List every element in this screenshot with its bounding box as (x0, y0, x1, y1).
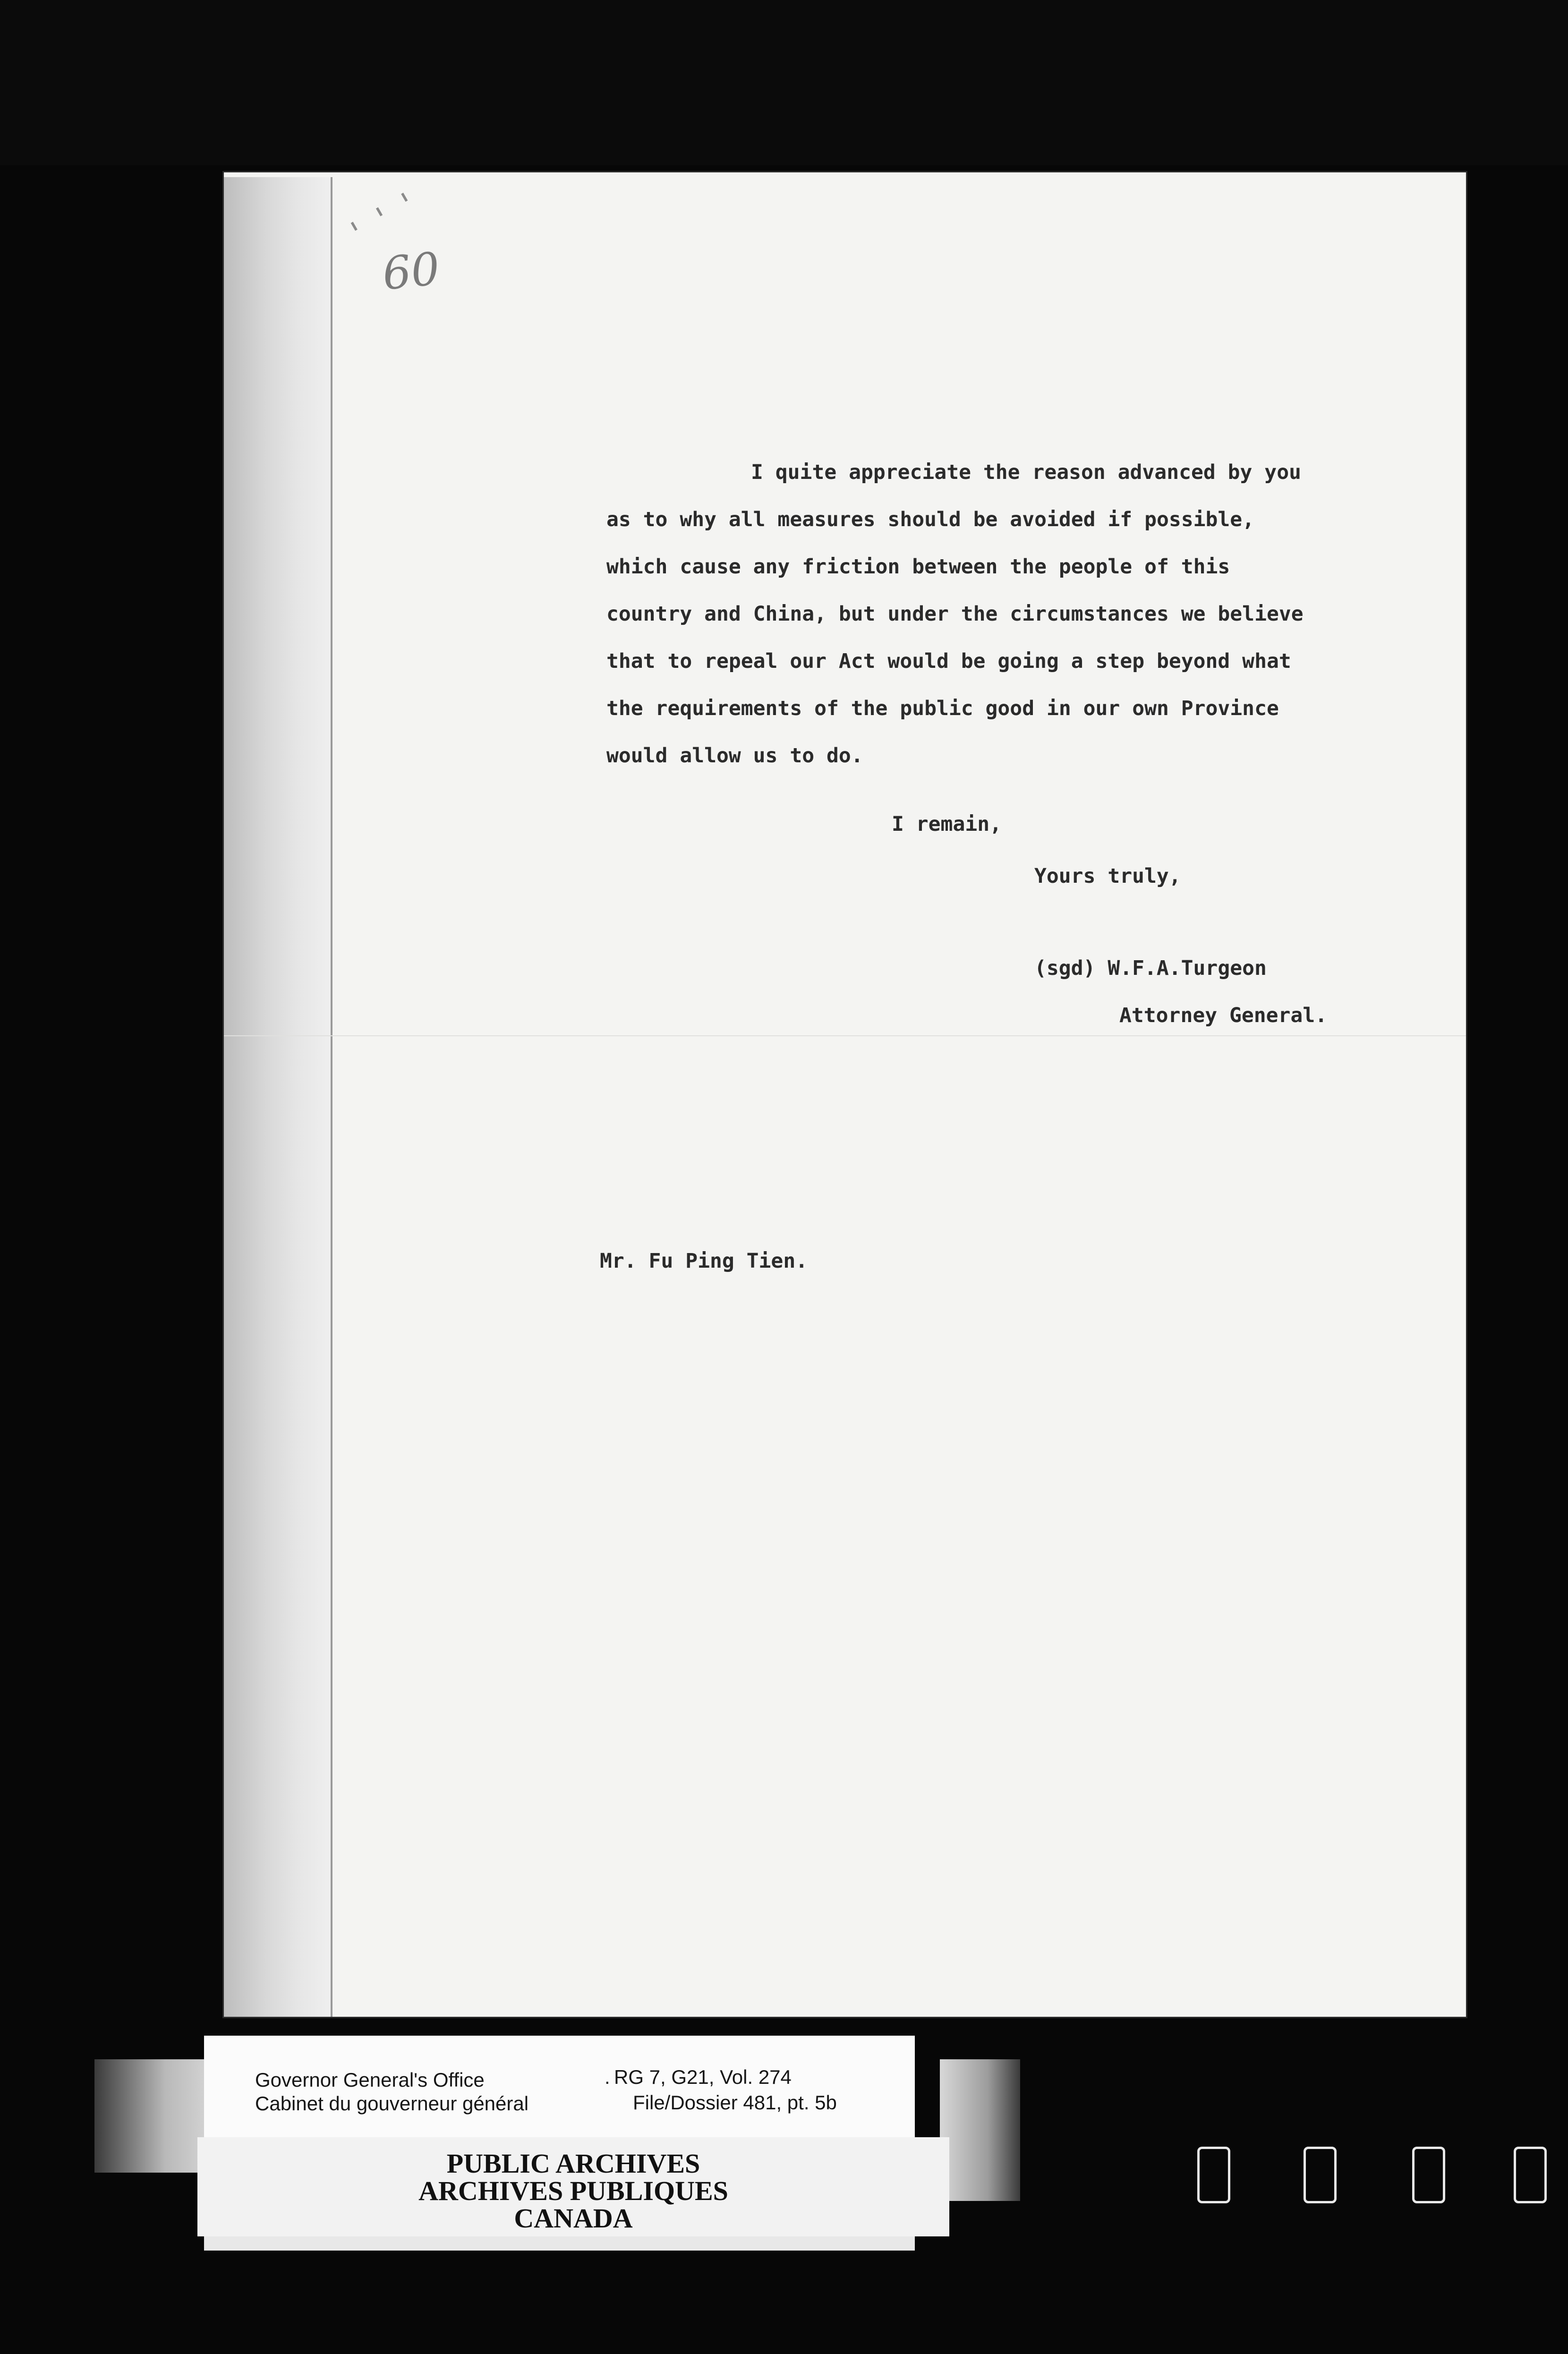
archive-name-french: ARCHIVES PUBLIQUES (418, 2175, 728, 2206)
frame-counter-digit-4 (1514, 2147, 1547, 2203)
letter-line-3: which cause any friction between the people of this (606, 555, 1230, 579)
letter-addressee: Mr. Fu Ping Tien. (600, 1249, 808, 1273)
frame-counter-digit-3 (1412, 2147, 1445, 2203)
page-binding-edge (224, 177, 331, 2017)
film-border (0, 0, 1568, 165)
pencil-ticks: ' ' ' (344, 183, 426, 253)
file-reference: File/Dossier 481, pt. 5b (633, 2091, 837, 2114)
letter-line-7: would allow us to do. (606, 744, 863, 768)
label-holder-left (94, 2059, 213, 2173)
letter-valediction: Yours truly, (1034, 864, 1181, 888)
frame-counter-digit-2 (1304, 2147, 1337, 2203)
archive-card-edge (204, 2236, 915, 2251)
letter-line-1: I quite appreciate the reason advanced by you (751, 461, 1301, 484)
page-edge-line (331, 177, 332, 2017)
office-name-french: Cabinet du gouverneur général (255, 2092, 529, 2115)
archive-name-english: PUBLIC ARCHIVES (446, 2148, 700, 2179)
archive-country: CANADA (514, 2203, 633, 2234)
page-fold-line (224, 1035, 1466, 1036)
label-holder-right (940, 2059, 1020, 2201)
letter-line-5: that to repeal our Act would be going a step beyond what (606, 649, 1291, 673)
record-group-reference: . RG 7, G21, Vol. 274 (605, 2066, 792, 2088)
letter-line-2: as to why all measures should be avoided if possible, (606, 508, 1255, 531)
letter-line-6: the requirements of the public good in our own Province (606, 697, 1279, 720)
pencil-page-number: 60 (380, 242, 443, 301)
office-name-english: Governor General's Office (255, 2069, 485, 2091)
document-page (224, 172, 1466, 2017)
letter-signer-title: Attorney General. (1119, 1004, 1328, 1027)
letter-signature: (sgd) W.F.A.Turgeon (1034, 956, 1267, 980)
frame-counter-digit-1 (1197, 2147, 1230, 2203)
letter-closing: I remain, (892, 812, 1002, 836)
letter-line-4: country and China, but under the circumstances we believe (606, 602, 1304, 626)
